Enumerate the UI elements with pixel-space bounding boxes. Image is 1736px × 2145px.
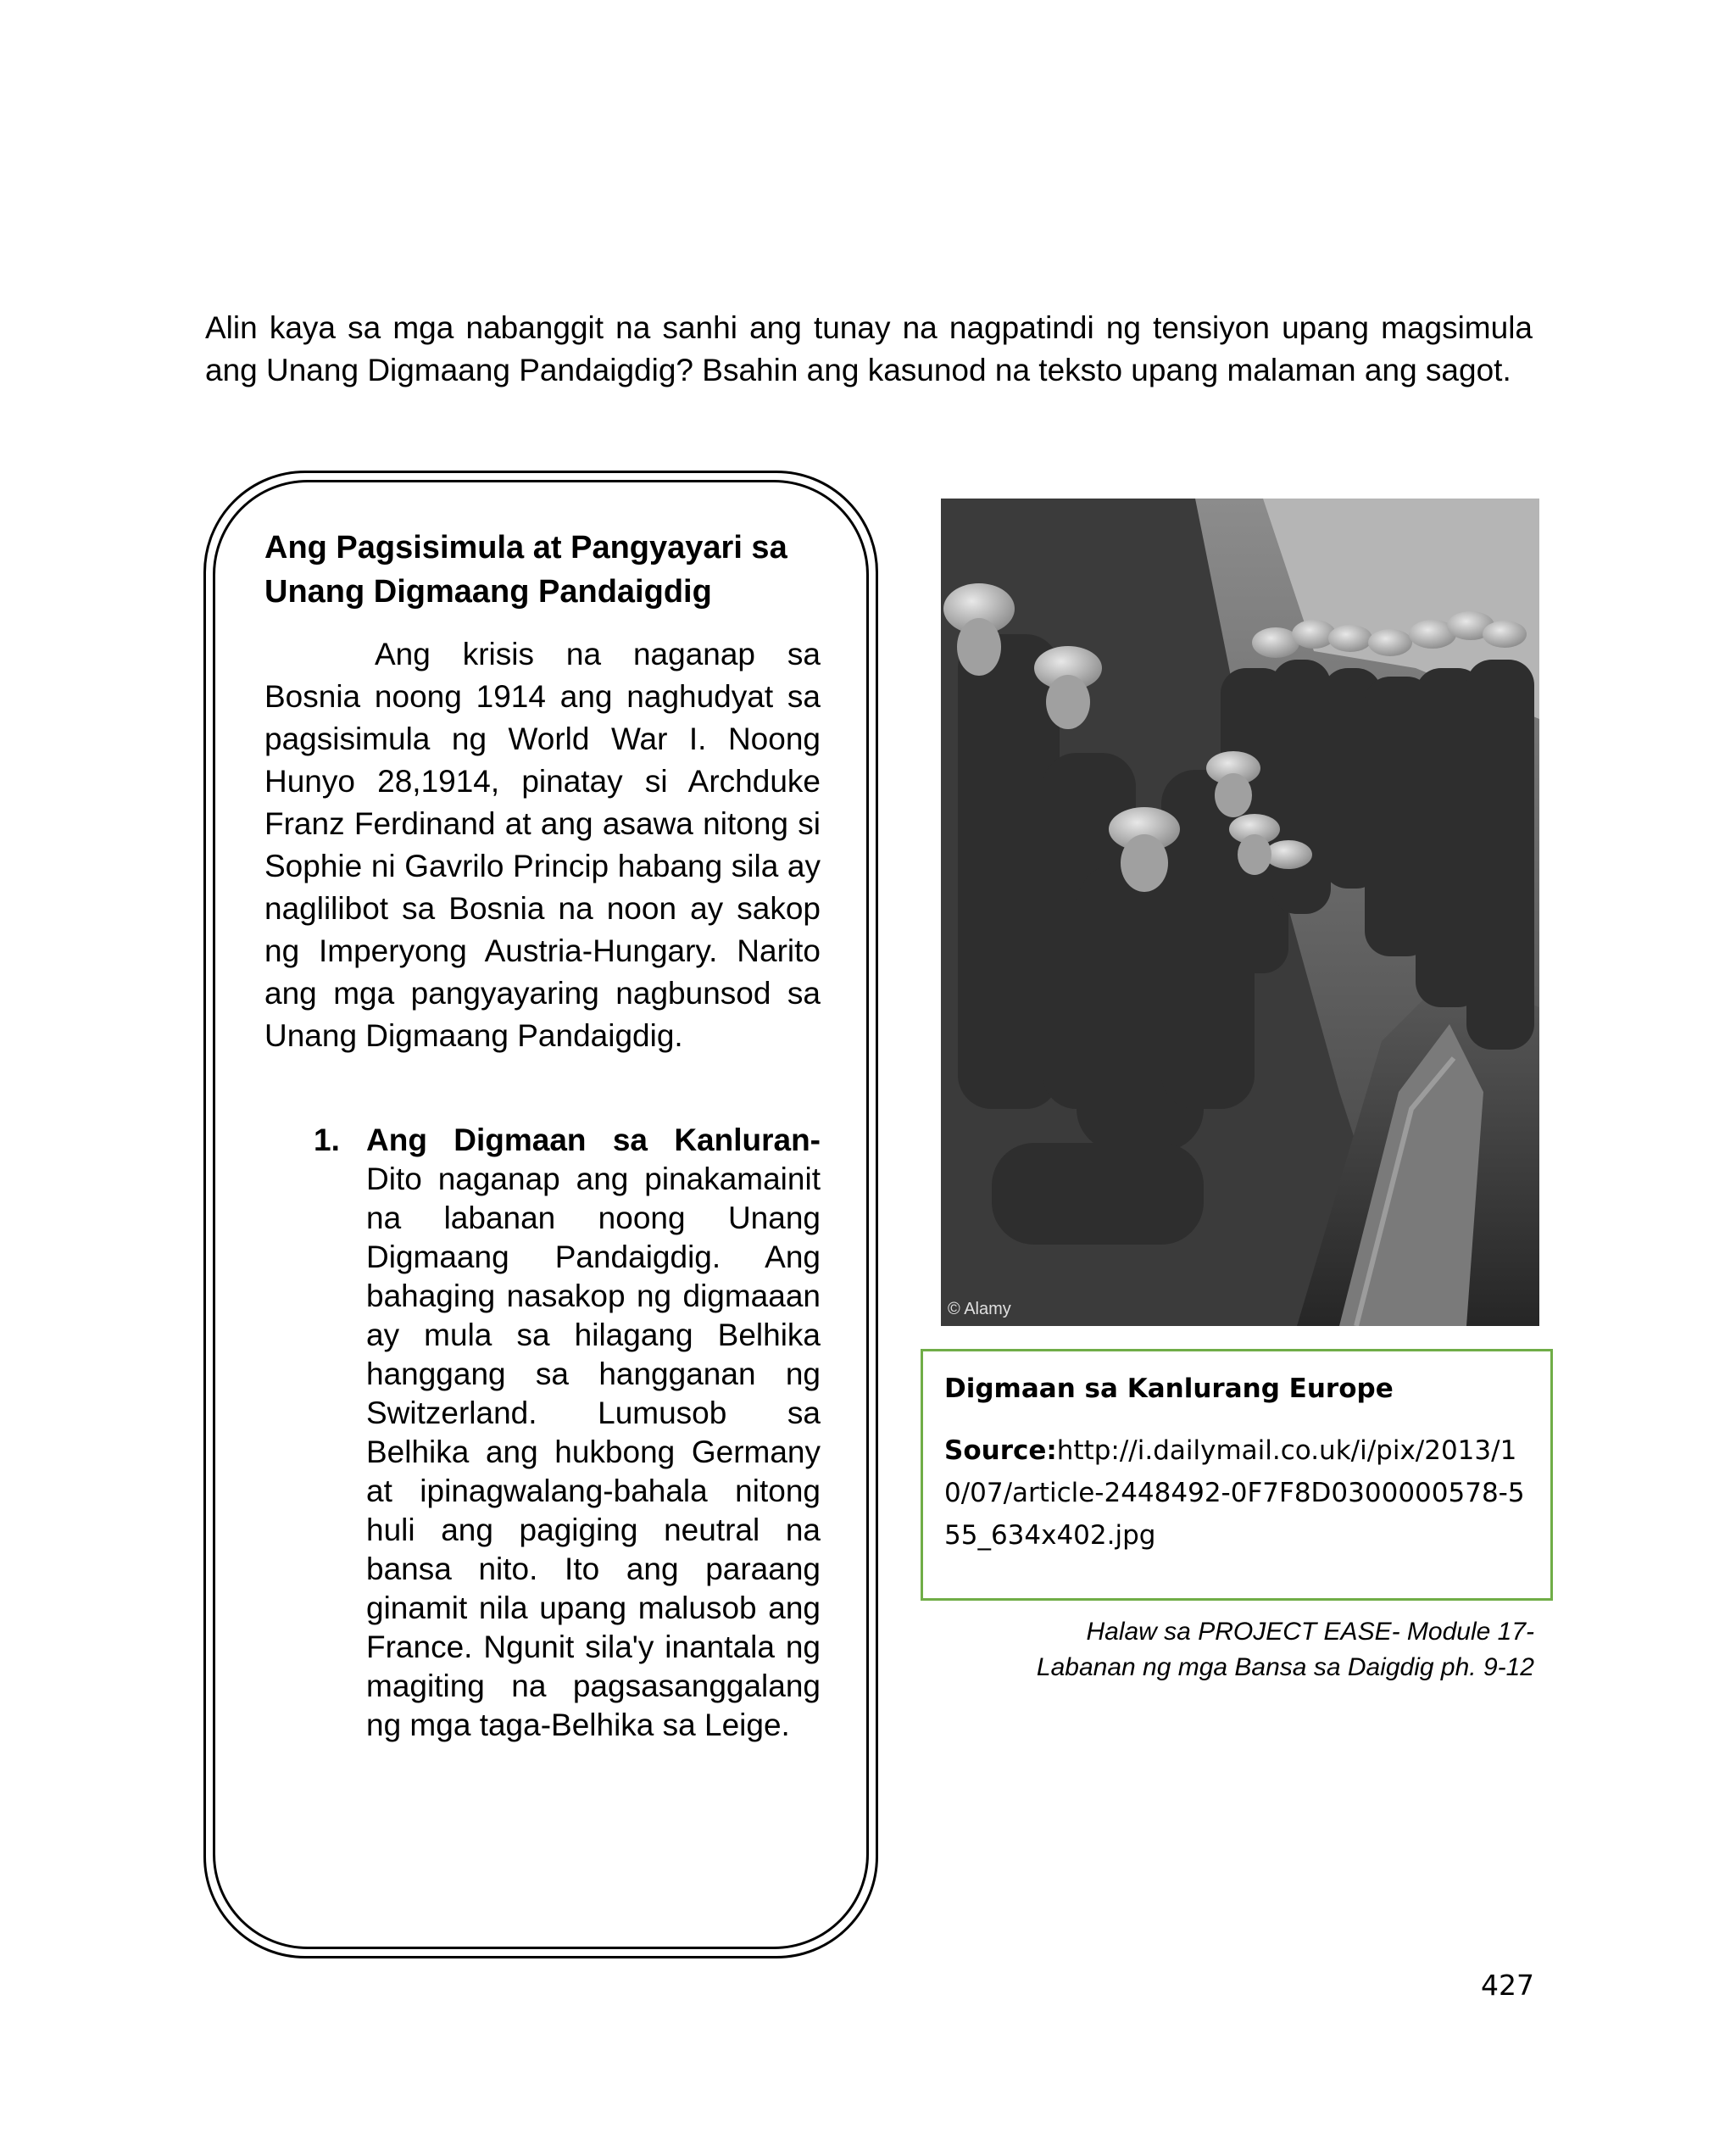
photo-watermark: © Alamy	[948, 1300, 1011, 1318]
attribution	[975, 1614, 1534, 1685]
figure-source-label: Source:	[944, 1435, 1057, 1466]
intro-paragraph: Alin kaya sa mga nabanggit na sanhi ang tunay na nagpatindi ng tensiyon upang magsimula ang Unang Digmaang Pandaigdig? Bsahin ang kasunod na teksto upang malaman ang sagot.	[205, 310, 1533, 387]
trench-soldiers-photo	[941, 499, 1539, 1326]
figure-source-url: http://i.dailymail.co.uk/i/pix/2013/10/07/article-2448492-0F7F8D0300000578-555_634x402.jpg	[944, 1435, 1525, 1551]
article-paragraph: Ang krisis na naganap sa Bosnia noong 1914 ang naghudyat sa pagsisimula ng World War I. Noong Hunyo 28,1914, pinatay si Archduke Franz Ferdinand at ang asawa nitong si Sophie ni Gavrilo Princip habang sila ay naglilibot sa Bosnia na noon ay sakop ng Imperyong Austria-Hungary. Narito ang mga pangyayaring nagbunsod sa Unang Digmaang Pandaigdig.	[264, 637, 821, 1053]
article-title: Ang Pagsisimula at Pangyayari sa Unang Digmaang Pandaigdig	[264, 530, 787, 610]
list-item-heading: Ang Digmaan sa Kanluran-	[366, 1123, 821, 1157]
list-item	[366, 1121, 821, 1745]
figure-caption-title: Digmaan sa Kanlurang Europe	[944, 1373, 1394, 1404]
figure-source	[944, 1429, 1538, 1557]
list-item-number: 1.	[314, 1123, 340, 1157]
attribution-line-1: Halaw sa PROJECT EASE- Module 17-	[1086, 1618, 1534, 1646]
attribution-line-2: Labanan ng mga Bansa sa Daigdig ph. 9-12	[1036, 1653, 1534, 1681]
list-item-text: Dito naganap ang pinakamainit na labanan noong Unang Digmaang Pandaigdig. Ang bahaging nasakop ng digmaaan ay mula sa hilagang Belhika hanggang sa hangganan ng Switzerland. Lumusob sa Belhika ang hukbong Germany at ipinagwalang-bahala nitong huli ang pagiging neutral na bansa nito. Ito ang paraang ginamit nila upang malusob ang France. Ngunit sila'y inantala ng magiting na pagsasanggalang ng mga taga-Belhika sa Leige.	[366, 1162, 821, 1742]
page-number: 427	[1481, 1969, 1534, 2002]
